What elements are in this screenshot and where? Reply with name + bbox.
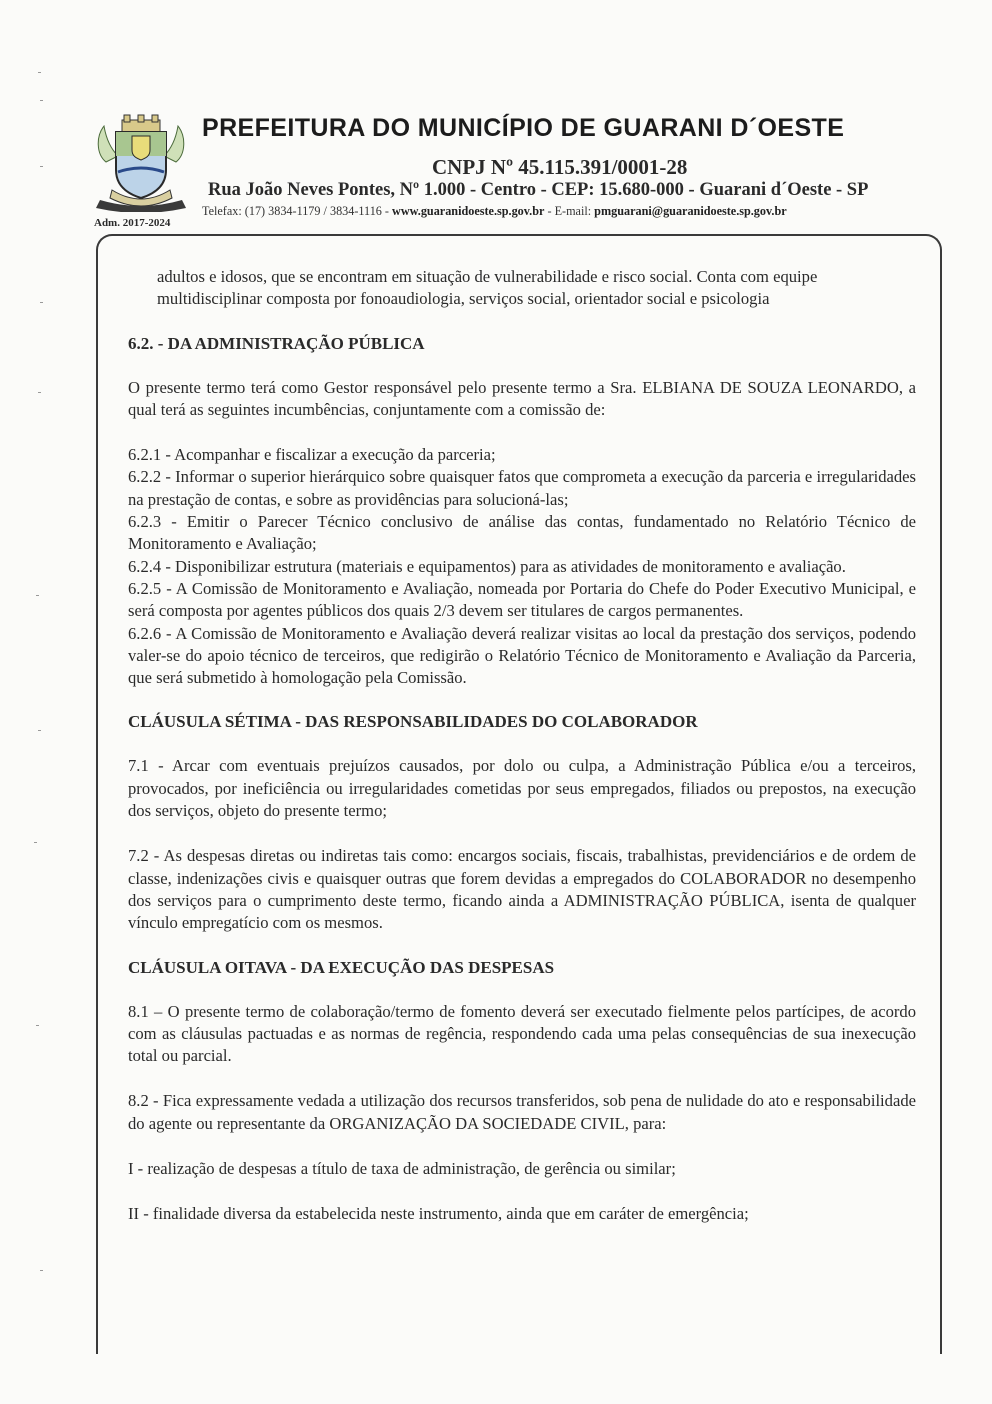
scan-mark (40, 1270, 43, 1271)
email-link[interactable]: pmguarani@guaranidoeste.sp.gov.br (594, 204, 787, 218)
item-6-2-2: 6.2.2 - Informar o superior hierárquico sobre quaisquer fatos que comprometa a execução da parceria e irregularidades na prestação de contas, e sobre as providências para solucioná-las; (128, 467, 916, 509)
website-link[interactable]: www.guaranidoeste.sp.gov.br (392, 204, 545, 218)
scan-mark (38, 730, 41, 731)
section-heading-6-2: 6.2. - DA ADMINISTRAÇÃO PÚBLICA (128, 333, 425, 353)
municipality-title: PREFEITURA DO MUNICÍPIO DE GUARANI D´OESTE (202, 114, 845, 142)
item-roman-I: I - realização de despesas a título de taxa de administração, de gerência ou similar; (128, 1159, 676, 1179)
paragraph-8-1: 8.1 – O presente termo de colaboração/termo de fomento deverá ser executado fielmente pelos partícipes, de acordo com as cláusulas pactuadas e as normas de regência, respondendo cada uma pelas consequências de sua inexecução total ou parcial. (128, 1001, 916, 1066)
administration-period: Adm. 2017-2024 (94, 217, 171, 229)
scan-mark (36, 1025, 39, 1026)
document-body (128, 266, 916, 1226)
contact-phone: Telefax: (17) 3834-1179 / 3834-1116 - (202, 204, 393, 218)
intro-paragraph: adultos e idosos, que se encontram em situação de vulnerabilidade e risco social. Conta com equipe multidisciplinar composta por fonoaudiologia, serviços social, orientador social e psicologia (157, 267, 818, 309)
paragraph-6-2: O presente termo terá como Gestor responsável pelo presente termo a Sra. ELBIANA DE SOUZA LEONARDO, a qual terá as seguintes incumbências, conjuntamente com a comissão de: (128, 377, 916, 419)
clause-heading-8: CLÁUSULA OITAVA - DA EXECUÇÃO DAS DESPESAS (128, 957, 555, 977)
scan-mark (36, 595, 39, 596)
contact-email-label: - E-mail: (544, 204, 595, 218)
item-6-2-6: 6.2.6 - A Comissão de Monitoramento e Avaliação deverá realizar visitas ao local da prestação dos serviços, podendo valer-se do apoio técnico de terceiros, que redigirão o Relatório Técnico de Monitoramento e Avaliação da Parceria, que será submetido à homologação pela Comissão. (128, 623, 916, 688)
paragraph-7-2: 7.2 - As despesas diretas ou indiretas tais como: encargos sociais, fiscais, trabalhistas, previdenciários e de ordem de classe, indenizações civis e quaisquer outras que forem devidas a empregados do COLABORADOR no desempenho dos serviços para o cumprimento deste termo, ficando ainda a ADMINISTRAÇÃO PÚBLICA, isenta de qualquer vínculo empregatício com os mesmos. (128, 846, 916, 933)
scan-mark (34, 842, 37, 843)
contact-line (202, 204, 787, 219)
scan-mark (40, 166, 43, 167)
item-roman-II: II - finalidade diversa da estabelecida neste instrumento, ainda que em caráter de emergência; (128, 1204, 749, 1224)
paragraph-8-2: 8.2 - Fica expressamente vedada a utilização dos recursos transferidos, sob pena de nulidade do ato e responsabilidade do agente ou representante da ORGANIZAÇÃO DA SOCIEDADE CIVIL, para: (128, 1091, 916, 1133)
item-6-2-3: 6.2.3 - Emitir o Parecer Técnico conclusivo de análise das contas, fundamentado no Relatório Técnico de Monitoramento e Avaliação; (128, 512, 916, 554)
clause-heading-7: CLÁUSULA SÉTIMA - DAS RESPONSABILIDADES DO COLABORADOR (128, 712, 698, 732)
scan-mark (40, 302, 43, 303)
item-6-2-1: 6.2.1 - Acompanhar e fiscalizar a execução da parceria; (128, 445, 496, 465)
cnpj-line: CNPJ Nº 45.115.391/0001-28 (432, 155, 688, 179)
scan-mark (38, 392, 41, 393)
municipal-coat-of-arms (92, 112, 190, 212)
scan-mark (38, 72, 41, 73)
item-6-2-5: 6.2.5 - A Comissão de Monitoramento e Avaliação, nomeada por Portaria do Chefe do Poder Executivo Municipal, e será composta por agentes públicos dos quais 2/3 devem ser titulares de cargos permanentes. (128, 578, 916, 621)
item-6-2-4: 6.2.4 - Disponibilizar estrutura (materiais e equipamentos) para as atividades de monitoramento e avaliação. (128, 556, 846, 576)
scan-mark (40, 100, 43, 101)
address-line: Rua João Neves Pontes, Nº 1.000 - Centro - CEP: 15.680-000 - Guarani d´Oeste - SP (208, 180, 869, 200)
paragraph-7-1: 7.1 - Arcar com eventuais prejuízos causados, por dolo ou culpa, a Administração Pública e/ou a terceiros, provocados, por ineficiência ou irregularidades cometidas por seus empregados, filiados ou prepostos, na execução dos serviços, objeto do presente termo; (128, 756, 916, 821)
